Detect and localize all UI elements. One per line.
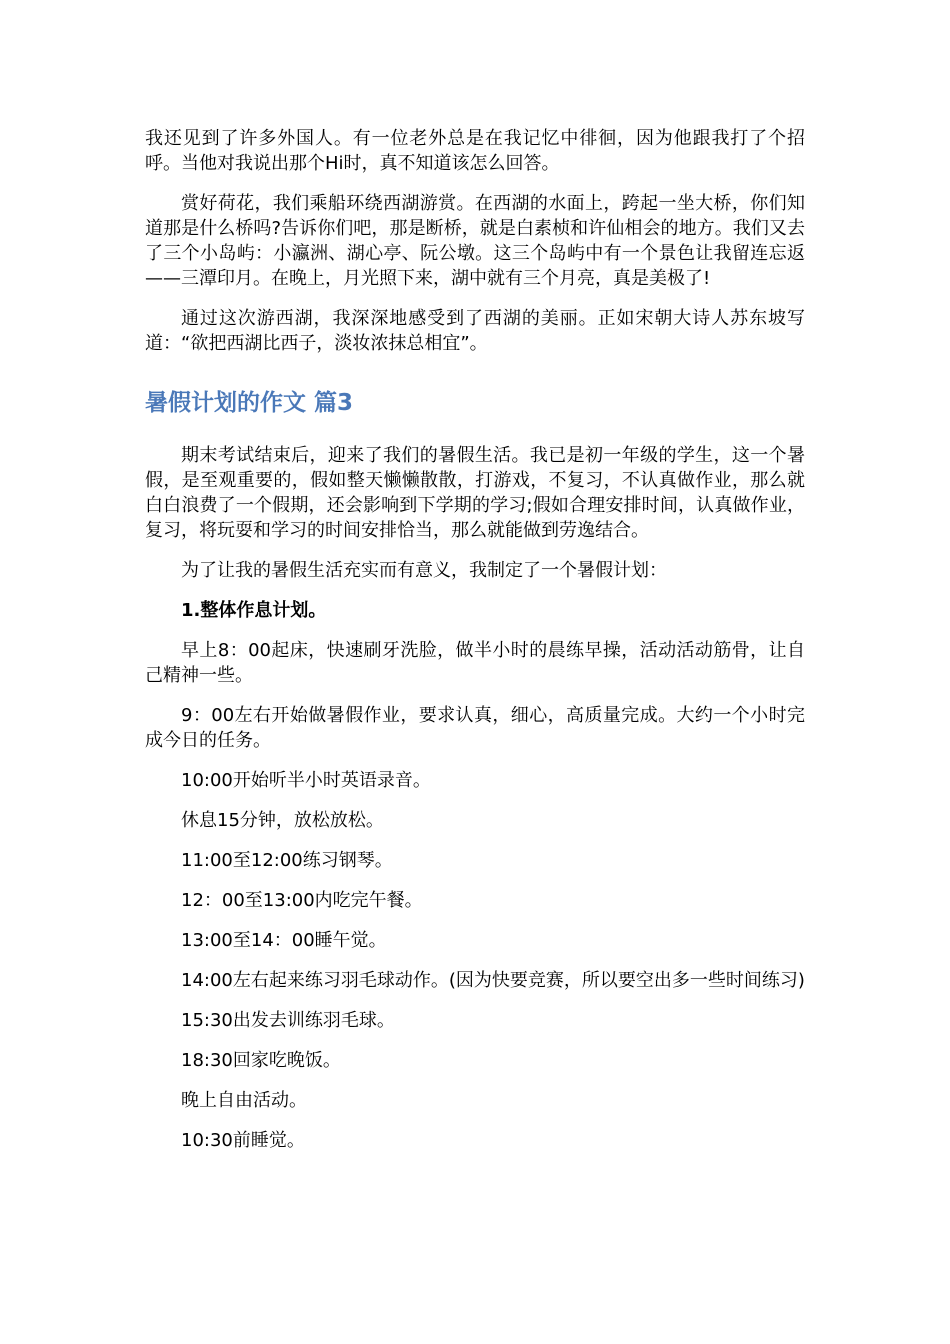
- schedule-item: 11:00至12:00练习钢琴。: [181, 850, 393, 871]
- schedule-item: 18:30回家吃晚饭。: [181, 1050, 341, 1071]
- paragraph: 我还见到了许多外国人。有一位老外总是在我记忆中徘徊，因为他跟我打了个招呼。当他对我说出那个Hi时，真不知道该怎么回答。: [145, 128, 805, 174]
- section-heading: 暑假计划的作文 篇3: [145, 390, 354, 416]
- schedule-item: 晚上自由活动。: [181, 1090, 307, 1111]
- schedule-item: 13:00至14：00睡午觉。: [181, 930, 387, 951]
- schedule-item: 10:00开始听半小时英语录音。: [181, 770, 431, 791]
- paragraph: 通过这次游西湖，我深深地感受到了西湖的美丽。正如宋朝大诗人苏东坡写道：“欲把西湖比西子，淡妆浓抹总相宜”。: [145, 308, 805, 354]
- paragraph: 为了让我的暑假生活充实而有意义，我制定了一个暑假计划：: [181, 560, 667, 581]
- schedule-item: 9：00左右开始做暑假作业，要求认真，细心，高质量完成。大约一个小时完成今日的任务。: [145, 705, 805, 751]
- schedule-item: 10:30前睡觉。: [181, 1130, 305, 1151]
- paragraph: 赏好荷花，我们乘船环绕西湖游赏。在西湖的水面上，跨起一坐大桥，你们知道那是什么桥吗?告诉你们吧，那是断桥，就是白素桢和许仙相会的地方。我们又去了三个小岛屿：小瀛洲、湖心亭、阮公墩。这三个岛屿中有一个景色让我留连忘返——三潭印月。在晚上，月光照下来，湖中就有三个月亮，真是美极了!: [145, 193, 805, 289]
- document-page: [145, 126, 805, 1153]
- subheading: 1.整体作息计划。: [181, 600, 327, 621]
- schedule-item: 12：00至13:00内吃完午餐。: [181, 890, 423, 911]
- schedule-item: 早上8：00起床，快速刷牙洗脸，做半小时的晨练早操，活动活动筋骨，让自己精神一些。: [145, 640, 805, 686]
- schedule-item: 15:30出发去训练羽毛球。: [181, 1010, 395, 1031]
- paragraph: 期末考试结束后，迎来了我们的暑假生活。我已是初一年级的学生，这一个暑假，是至观重要的，假如整天懒懒散散，打游戏，不复习，不认真做作业，那么就白白浪费了一个假期，还会影响到下学期的学习;假如合理安排时间，认真做作业，复习，将玩耍和学习的时间安排恰当，那么就能做到劳逸结合。: [145, 445, 805, 541]
- schedule-item: 14:00左右起来练习羽毛球动作。(因为快要竞赛，所以要空出多一些时间练习): [181, 970, 805, 991]
- schedule-item: 休息15分钟，放松放松。: [181, 810, 384, 831]
